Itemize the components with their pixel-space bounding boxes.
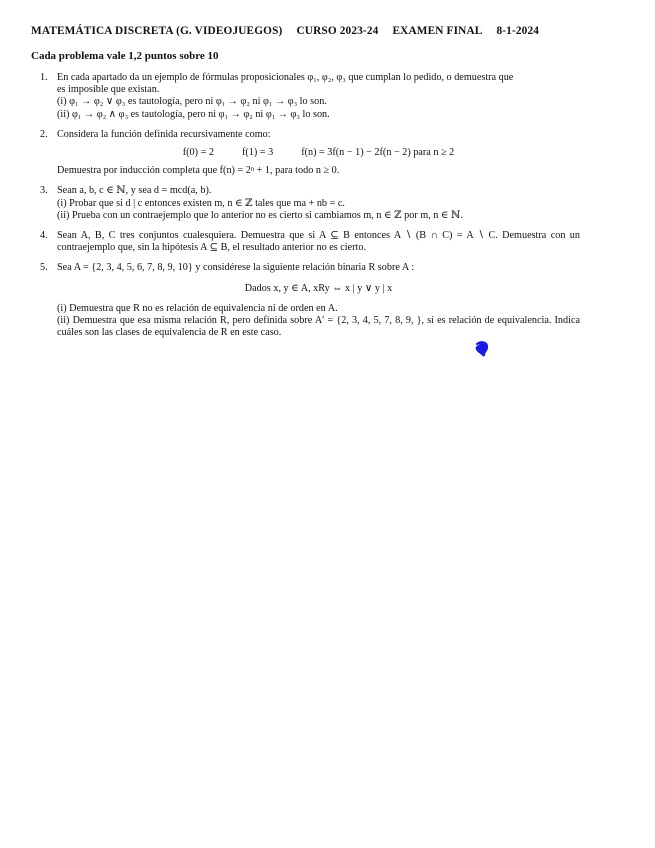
problem-part-ii: (ii) Prueba con un contraejemplo que lo anterior no es cierto si cambiamos m, n ∈ ℤ por m, n ∈ ℕ.: [57, 209, 463, 221]
problem-task: Demuestra por inducción completa que f(n) = 2ⁿ + 1, para todo n ≥ 0.: [57, 165, 340, 177]
problem-1: [40, 72, 580, 121]
problem-number: 4.: [40, 230, 48, 242]
problem-5: [40, 262, 580, 339]
relation-definition: Dados x, y ∈ A, xRy ⇔ x | y ∨ y | x: [244, 282, 393, 294]
problem-part-ii: (ii) Demuestra que esa misma relación R, pero definida sobre A′ = {2, 3, 4, 5, 7, 8, 9, }, sí es relación de equivalencia. Indica cuáles son las clases de equivalencia de R en este caso.: [57, 315, 580, 339]
problem-text: Sean A, B, C tres conjuntos cualesquiera. Demuestra que si A ⊆ B entonces A ∖ (B ∩ C) = A ∖ C. Demuestra con un contraejemplo que, sin la hipótesis A ⊆ B, el resultado anterior no es cierto.: [57, 230, 580, 254]
problem-intro: Considera la función definida recursivamente como:: [57, 128, 271, 140]
problem-intro: Sean a, b, c ∈ ℕ, y sea d = mcd(a, b).: [57, 185, 212, 197]
ink-stroke: [477, 342, 487, 356]
problem-part-i: (i) Probar que si d | c entonces existen m, n ∈ ℤ tales que ma + nb = c.: [57, 197, 345, 209]
problem-part-ii: (ii) φ₁ → φ₂ ∧ φ₃ es tautología, pero ni φ₁ → φ₂ ni φ₁ → φ₃ lo son.: [57, 108, 330, 120]
equation-base-1: f(1) = 3: [241, 147, 274, 159]
problem-part-i: (i) φ₁ → φ₂ ∨ φ₃ es tautología, pero ni φ₁ → φ₂ ni φ₁ → φ₃ lo son.: [57, 96, 327, 108]
grading-note: Cada problema vale 1,2 puntos sobre 10: [31, 50, 219, 62]
ink-scribble-mark: [474, 340, 490, 358]
problem-text-line: es imposible que existan.: [57, 84, 160, 96]
exam-type: EXAMEN FINAL: [392, 25, 483, 37]
exam-header: [31, 25, 583, 37]
course-year: CURSO 2023-24: [296, 25, 379, 37]
problem-number: 2.: [40, 128, 48, 140]
problem-2: [40, 129, 580, 178]
problem-intro: Sea A = {2, 3, 4, 5, 6, 7, 8, 9, 10} y considérese la siguiente relación binaria R sobre A :: [57, 262, 415, 274]
equation-recurrence: f(n) = 3f(n − 1) − 2f(n − 2) para n ≥ 2: [301, 147, 455, 159]
problem-part-i: (i) Demuestra que R no es relación de equivalencia ni de orden en A.: [57, 302, 338, 314]
problem-4: [40, 230, 580, 254]
equation-base-0: f(0) = 2: [182, 147, 214, 159]
problem-3: [40, 185, 580, 222]
exam-date: 8-1-2024: [496, 25, 540, 37]
recurrence-equations: [57, 147, 580, 159]
problem-number: 5.: [40, 262, 48, 274]
problem-number: 3.: [40, 185, 48, 197]
problem-list: [40, 72, 580, 347]
problem-number: 1.: [40, 72, 48, 83]
subject-title: MATEMÁTICA DISCRETA (G. VIDEOJUEGOS): [31, 25, 283, 37]
problem-text-line: En cada apartado da un ejemplo de fórmulas proposicionales φ₁, φ₂, φ₃ que cumplan lo pedido, o demuestra que: [57, 72, 514, 83]
